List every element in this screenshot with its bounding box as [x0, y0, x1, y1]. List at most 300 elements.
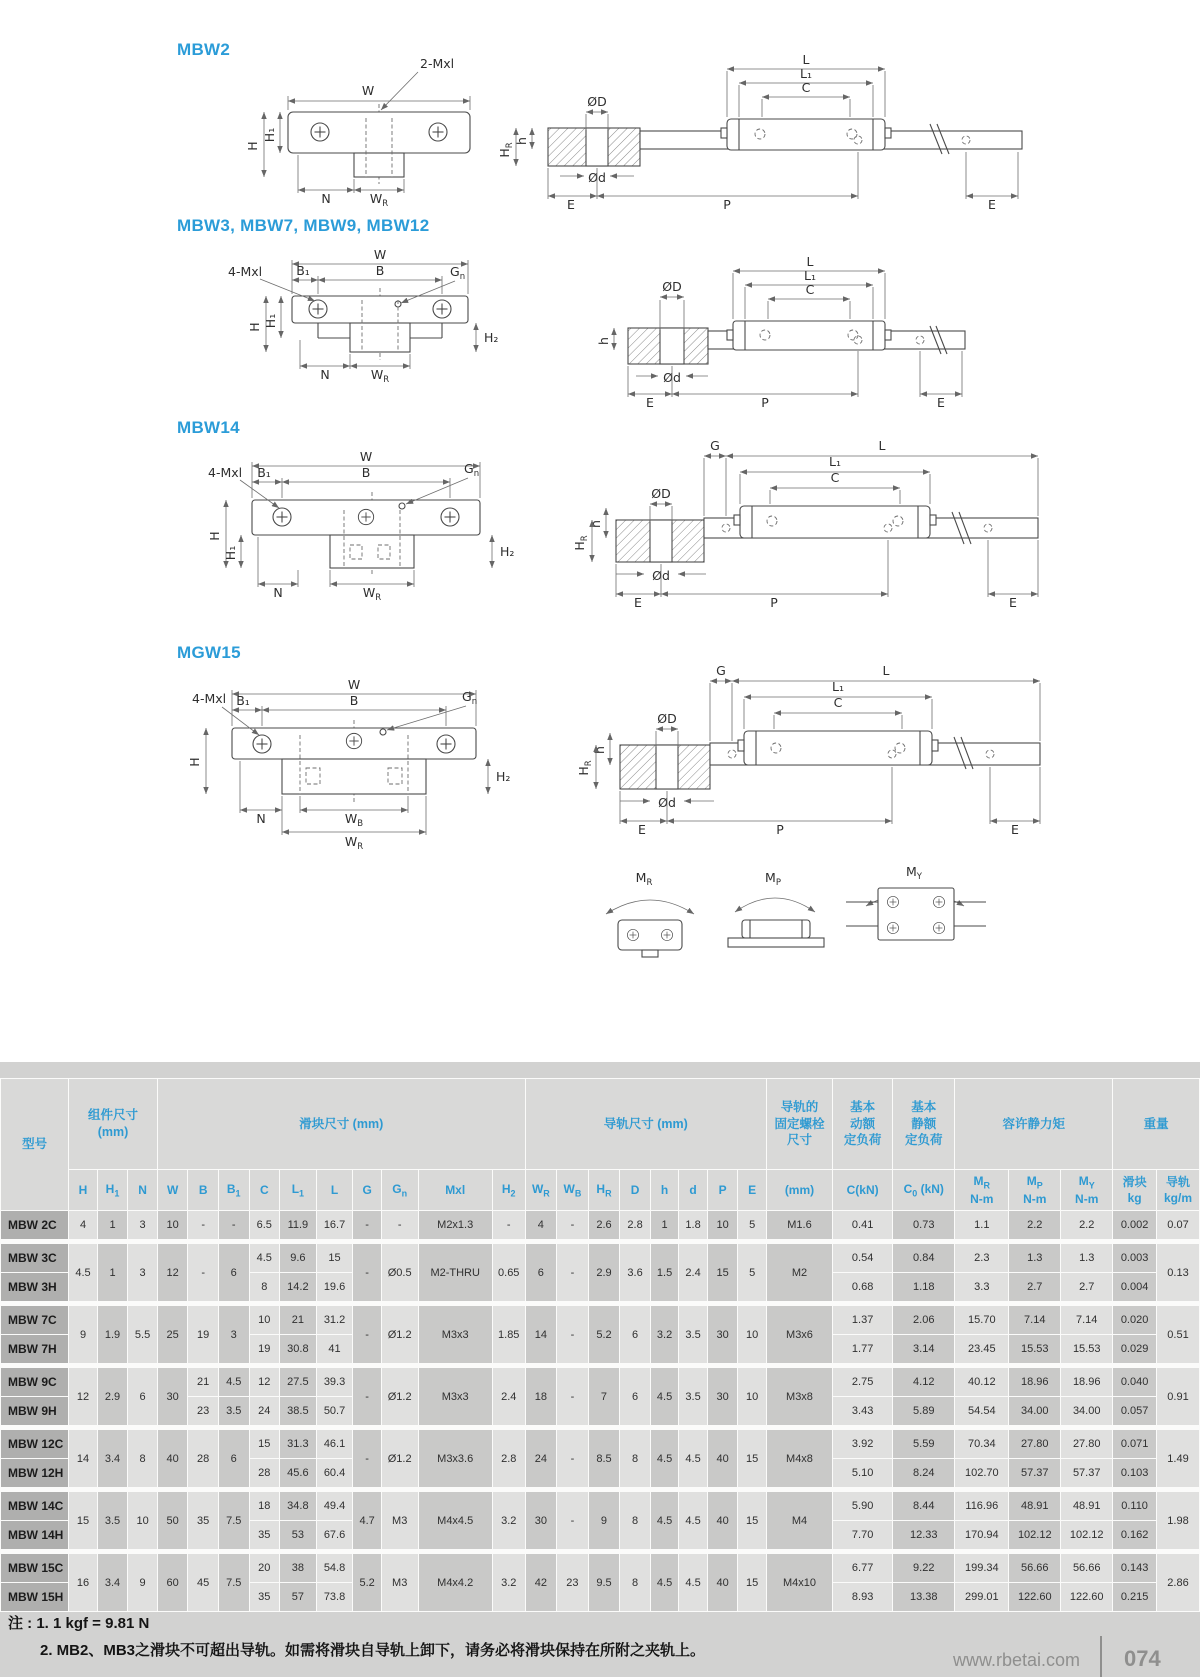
value-cell: 28 [188, 1430, 218, 1487]
value-cell: 38 [280, 1554, 316, 1582]
value-cell: 15 [69, 1492, 97, 1549]
value-cell: 1.3 [1009, 1244, 1060, 1272]
section-title-mgw15: MGW15 [177, 643, 241, 662]
dim-label-gn: $G_n$ [462, 689, 478, 707]
value-cell: 0.54 [833, 1244, 892, 1272]
dim-label-n: N [321, 191, 331, 206]
dim-label-od-small: Ød [658, 795, 676, 810]
dim-label-l1: L₁ [800, 66, 812, 81]
value-cell: 20 [250, 1554, 280, 1582]
value-cell: - [353, 1244, 381, 1301]
dim-label-g: G [716, 663, 726, 678]
value-cell: 14.2 [280, 1273, 316, 1301]
value-cell: 19 [188, 1306, 218, 1363]
value-cell: 8 [250, 1273, 280, 1301]
value-cell: 12 [250, 1368, 280, 1396]
value-cell: 0.020 [1113, 1306, 1156, 1334]
value-cell: - [353, 1430, 381, 1487]
footer-page-number: 074 [1124, 1646, 1161, 1671]
value-cell: - [557, 1244, 588, 1301]
dim-label-h: H [207, 531, 222, 541]
mbw2-side-view [497, 52, 1022, 212]
value-cell: 2.9 [589, 1244, 620, 1301]
dim-label-p: P [723, 197, 731, 212]
value-cell: 48.91 [1009, 1492, 1060, 1520]
column-header: P [708, 1170, 738, 1210]
column-group-header: 导轨尺寸 (mm) [526, 1079, 766, 1169]
dim-label-l: L [802, 52, 810, 67]
value-cell: 0.004 [1113, 1273, 1156, 1301]
value-cell: 4 [69, 1211, 97, 1239]
value-cell: 2.7 [1061, 1273, 1112, 1301]
dim-label-mxl: 4-Mxl [208, 465, 243, 480]
column-header: C [250, 1170, 280, 1210]
table-row [1, 1430, 1199, 1458]
value-cell: 2.7 [1009, 1273, 1060, 1301]
value-cell: 1.98 [1157, 1492, 1199, 1549]
value-cell: 6 [620, 1368, 650, 1425]
note-line-2: 2. MB2、MB3之滑块不可超出导轨。如需将滑块自导轨上卸下，请务必将滑块保持在所附之夹轨上。 [40, 1642, 706, 1659]
moment-diagrams [606, 864, 986, 957]
value-cell: M4x8 [767, 1430, 832, 1487]
dim-label-p: P [761, 395, 769, 410]
model-cell: MBW 14C [1, 1492, 68, 1520]
dim-label-l1: L₁ [832, 679, 844, 694]
mbw14-side-view [572, 438, 1038, 610]
dim-label-w: W [373, 247, 387, 262]
value-cell: 3.43 [833, 1397, 892, 1425]
column-header: $H_1$ [98, 1170, 128, 1210]
value-cell: 3.2 [493, 1492, 525, 1549]
value-cell: 0.41 [833, 1211, 892, 1239]
moment-label-mp: $M_P$ [765, 870, 781, 888]
value-cell: 4.5 [679, 1492, 707, 1549]
dim-label-p: P [770, 595, 778, 610]
value-cell: 15 [738, 1554, 766, 1611]
value-cell: 35 [250, 1583, 280, 1611]
dim-label-l: L [882, 663, 890, 678]
dim-label-wr: $W_R$ [344, 834, 364, 852]
value-cell: 21 [188, 1368, 218, 1396]
value-cell: 8.24 [893, 1459, 954, 1487]
mbw3-front-view [228, 247, 498, 385]
value-cell: 2.3 [955, 1244, 1008, 1272]
value-cell: 42 [526, 1554, 557, 1611]
column-header: $W_B$ [557, 1170, 588, 1210]
value-cell: 0.73 [893, 1211, 954, 1239]
value-cell: 4.12 [893, 1368, 954, 1396]
table-row [1, 1492, 1199, 1520]
value-cell: 102.12 [1061, 1521, 1112, 1549]
dim-label-hr: $H_R$ [572, 535, 590, 551]
value-cell: 1.8 [679, 1211, 707, 1239]
value-cell: 1.85 [493, 1306, 525, 1363]
dim-label-mxl: 4-Mxl [228, 264, 263, 279]
value-cell: 40 [708, 1554, 738, 1611]
value-cell: 1.1 [955, 1211, 1008, 1239]
value-cell: 56.66 [1009, 1554, 1060, 1582]
value-cell: M3 [382, 1554, 418, 1611]
value-cell: 2.06 [893, 1306, 954, 1334]
value-cell: 1 [651, 1211, 679, 1239]
dim-label-b: B [375, 263, 385, 278]
group-separator [1, 1488, 1199, 1491]
dim-label-wb: $W_B$ [344, 811, 364, 829]
model-cell: MBW 12C [1, 1430, 68, 1458]
value-cell: 70.34 [955, 1430, 1008, 1458]
value-cell: M3x3 [419, 1306, 492, 1363]
value-cell: 4.5 [651, 1368, 679, 1425]
value-cell: 3.2 [651, 1306, 679, 1363]
value-cell: 27.80 [1009, 1430, 1060, 1458]
group-separator [1, 1240, 1199, 1243]
value-cell: 5.5 [128, 1306, 157, 1363]
value-cell: 24 [526, 1430, 557, 1487]
value-cell: 10 [738, 1306, 766, 1363]
value-cell: 2.8 [493, 1430, 525, 1487]
value-cell: 7.14 [1061, 1306, 1112, 1334]
value-cell: 31.2 [317, 1306, 353, 1334]
value-cell: 35 [250, 1521, 280, 1549]
spec-table [0, 1078, 1200, 1612]
dim-label-mxl: 4-Mxl [192, 691, 227, 706]
dim-label-h: h [592, 746, 607, 754]
table-row [1, 1554, 1199, 1582]
value-cell: 21 [280, 1306, 316, 1334]
value-cell: 9.6 [280, 1244, 316, 1272]
value-cell: 3.4 [98, 1554, 128, 1611]
column-group-header: 滑块尺寸 (mm) [158, 1079, 525, 1169]
value-cell: 15.53 [1009, 1335, 1060, 1363]
value-cell: M2x1.3 [419, 1211, 492, 1239]
dim-label-hr: $H_R$ [497, 142, 515, 158]
value-cell: 16 [69, 1554, 97, 1611]
value-cell: 0.162 [1113, 1521, 1156, 1549]
dim-label-wr: $W_R$ [370, 367, 390, 385]
model-cell: MBW 3H [1, 1273, 68, 1301]
value-cell: 10 [738, 1368, 766, 1425]
value-cell: 34.00 [1061, 1397, 1112, 1425]
dim-label-l1: L₁ [804, 268, 816, 283]
dim-label-l1: L₁ [829, 454, 841, 469]
dim-label-e2: E [1011, 822, 1019, 837]
dim-label-h: h [514, 137, 529, 145]
value-cell: 60 [158, 1554, 188, 1611]
value-cell: 1.3 [1061, 1244, 1112, 1272]
value-cell: Ø1.2 [382, 1306, 418, 1363]
section-title-mbw3: MBW3, MBW7, MBW9, MBW12 [177, 216, 430, 235]
footer-divider [1100, 1636, 1102, 1677]
column-group-header: 型号 [1, 1079, 68, 1210]
value-cell: 24 [250, 1397, 280, 1425]
dim-label-c: C [833, 695, 843, 710]
value-cell: 0.003 [1113, 1244, 1156, 1272]
value-cell: 2.4 [493, 1368, 525, 1425]
column-header: G [353, 1170, 381, 1210]
dim-label-od-small: Ød [652, 568, 670, 583]
value-cell: M4x4.5 [419, 1492, 492, 1549]
value-cell: - [188, 1244, 218, 1301]
value-cell: M3 [382, 1492, 418, 1549]
value-cell: 1.9 [98, 1306, 128, 1363]
dim-label-h1: H₁ [223, 545, 238, 561]
value-cell: 6.5 [250, 1211, 280, 1239]
column-header: E [738, 1170, 766, 1210]
value-cell: 8 [128, 1430, 157, 1487]
value-cell: 18 [526, 1368, 557, 1425]
value-cell: 0.215 [1113, 1583, 1156, 1611]
dim-label-n: N [320, 367, 330, 382]
dim-label-n: N [273, 585, 283, 600]
value-cell: 5 [738, 1244, 766, 1301]
dim-label-h: H [247, 322, 262, 332]
value-cell: 9.5 [589, 1554, 620, 1611]
dim-label-e2: E [1009, 595, 1017, 610]
dim-label-mxl: 2-Mxl [420, 56, 455, 71]
value-cell: 12 [69, 1368, 97, 1425]
value-cell: 9 [69, 1306, 97, 1363]
value-cell: 46.1 [317, 1430, 353, 1458]
value-cell: 3.3 [955, 1273, 1008, 1301]
value-cell: 18.96 [1009, 1368, 1060, 1396]
value-cell: 60.4 [317, 1459, 353, 1487]
value-cell: 40 [708, 1492, 738, 1549]
value-cell: 49.4 [317, 1492, 353, 1520]
value-cell: 30 [708, 1306, 738, 1363]
value-cell: 3.5 [98, 1492, 128, 1549]
value-cell: 18 [250, 1492, 280, 1520]
dim-label-gn: $G_n$ [464, 461, 480, 479]
column-header: $M_R$ N-m [955, 1170, 1008, 1210]
value-cell: 12 [158, 1244, 188, 1301]
value-cell: 5.59 [893, 1430, 954, 1458]
column-header: N [128, 1170, 157, 1210]
moment-label-my: $M_Y$ [906, 864, 922, 882]
spec-table-zone [0, 1062, 1200, 1677]
value-cell: 56.66 [1061, 1554, 1112, 1582]
column-group-header: 重量 [1113, 1079, 1199, 1169]
value-cell: - [557, 1430, 588, 1487]
value-cell: M3x3.6 [419, 1430, 492, 1487]
value-cell: 4.5 [651, 1430, 679, 1487]
model-cell: MBW 9C [1, 1368, 68, 1396]
value-cell: 6 [526, 1244, 557, 1301]
mbw14-front-view [207, 449, 514, 603]
value-cell: 27.80 [1061, 1430, 1112, 1458]
value-cell: 4.5 [219, 1368, 249, 1396]
value-cell: 3.5 [679, 1368, 707, 1425]
column-header: $M_P$ N-m [1009, 1170, 1060, 1210]
column-header: D [620, 1170, 650, 1210]
value-cell: 3 [128, 1211, 157, 1239]
value-cell: 8 [620, 1554, 650, 1611]
value-cell: 2.2 [1061, 1211, 1112, 1239]
value-cell: 102.12 [1009, 1521, 1060, 1549]
value-cell: 54.8 [317, 1554, 353, 1582]
value-cell: 1.77 [833, 1335, 892, 1363]
value-cell: 10 [250, 1306, 280, 1334]
column-group-header: 基本 静额 定负荷 [893, 1079, 954, 1169]
value-cell: 3.6 [620, 1244, 650, 1301]
value-cell: 10 [708, 1211, 738, 1239]
value-cell: 73.8 [317, 1583, 353, 1611]
value-cell: 116.96 [955, 1492, 1008, 1520]
column-group-header: 组件尺寸 (mm) [69, 1079, 157, 1169]
value-cell: 3 [128, 1244, 157, 1301]
value-cell: 38.5 [280, 1397, 316, 1425]
value-cell: 3.2 [493, 1554, 525, 1611]
dim-label-gn: $G_n$ [450, 264, 466, 282]
value-cell: 54.54 [955, 1397, 1008, 1425]
value-cell: 23 [557, 1554, 588, 1611]
value-cell: - [557, 1306, 588, 1363]
value-cell: - [557, 1492, 588, 1549]
value-cell: 4.5 [651, 1492, 679, 1549]
value-cell: 0.65 [493, 1244, 525, 1301]
value-cell: 8 [620, 1430, 650, 1487]
value-cell: 0.110 [1113, 1492, 1156, 1520]
dim-label-c: C [801, 80, 811, 95]
value-cell: M3x8 [767, 1368, 832, 1425]
value-cell: 0.51 [1157, 1306, 1199, 1363]
column-header: $B_1$ [219, 1170, 249, 1210]
value-cell: 4.5 [679, 1554, 707, 1611]
model-cell: MBW 9H [1, 1397, 68, 1425]
column-header: 滑块 kg [1113, 1170, 1156, 1210]
value-cell: M2 [767, 1244, 832, 1301]
value-cell: 0.057 [1113, 1397, 1156, 1425]
dim-label-od: ØD [662, 279, 682, 294]
column-header: H [69, 1170, 97, 1210]
value-cell: 4.5 [69, 1244, 97, 1301]
dim-label-e: E [634, 595, 642, 610]
value-cell: 3.4 [98, 1430, 128, 1487]
value-cell: 28 [250, 1459, 280, 1487]
dim-label-n: N [256, 811, 266, 826]
column-header: 导轨 kg/m [1157, 1170, 1199, 1210]
value-cell: 15 [738, 1430, 766, 1487]
value-cell: 0.029 [1113, 1335, 1156, 1363]
model-cell: MBW 2C [1, 1211, 68, 1239]
value-cell: 48.91 [1061, 1492, 1112, 1520]
value-cell: 40 [158, 1430, 188, 1487]
section-title-mbw14: MBW14 [177, 418, 240, 437]
value-cell: - [188, 1211, 218, 1239]
dim-label-od: ØD [587, 94, 607, 109]
value-cell: 5.2 [353, 1554, 381, 1611]
value-cell: 7 [589, 1368, 620, 1425]
value-cell: 5.2 [589, 1306, 620, 1363]
dim-label-h2: H₂ [484, 330, 499, 345]
dim-label-b: B [349, 693, 359, 708]
value-cell: 13.38 [893, 1583, 954, 1611]
value-cell: 23.45 [955, 1335, 1008, 1363]
value-cell: M3x6 [767, 1306, 832, 1363]
dim-label-b1: B₁ [257, 465, 271, 480]
dim-label-e: E [638, 822, 646, 837]
value-cell: 10 [158, 1211, 188, 1239]
dim-label-c: C [830, 470, 840, 485]
value-cell: - [353, 1211, 381, 1239]
value-cell: 3.5 [679, 1306, 707, 1363]
table-row [1, 1211, 1199, 1239]
value-cell: 5.89 [893, 1397, 954, 1425]
column-header: $L_1$ [280, 1170, 316, 1210]
value-cell: 9 [128, 1554, 157, 1611]
value-cell: 8 [620, 1492, 650, 1549]
value-cell: 0.040 [1113, 1368, 1156, 1396]
group-separator [1, 1550, 1199, 1553]
mbw3-side-view [596, 254, 965, 410]
value-cell: 7.14 [1009, 1306, 1060, 1334]
column-header: C(kN) [833, 1170, 892, 1210]
column-header: $W_R$ [526, 1170, 557, 1210]
value-cell: 40.12 [955, 1368, 1008, 1396]
value-cell: 12.33 [893, 1521, 954, 1549]
value-cell: - [382, 1211, 418, 1239]
column-header: $C_0$ (kN) [893, 1170, 954, 1210]
value-cell: 6 [128, 1368, 157, 1425]
value-cell: 170.94 [955, 1521, 1008, 1549]
value-cell: 7.5 [219, 1554, 249, 1611]
dim-label-w: W [359, 449, 373, 464]
value-cell: 2.4 [679, 1244, 707, 1301]
dim-label-od-small: Ød [588, 170, 606, 185]
dim-label-od: ØD [651, 486, 671, 501]
model-cell: MBW 15H [1, 1583, 68, 1611]
value-cell: 53 [280, 1521, 316, 1549]
value-cell: 10 [128, 1492, 157, 1549]
value-cell: 19 [250, 1335, 280, 1363]
value-cell: 0.13 [1157, 1244, 1199, 1301]
value-cell: 15 [250, 1430, 280, 1458]
value-cell: 39.3 [317, 1368, 353, 1396]
value-cell: 299.01 [955, 1583, 1008, 1611]
value-cell: 2.9 [98, 1368, 128, 1425]
mgw15-side-view [576, 663, 1040, 837]
dim-label-b1: B₁ [296, 263, 310, 278]
model-cell: MBW 12H [1, 1459, 68, 1487]
table-row [1, 1368, 1199, 1396]
value-cell: 16.7 [317, 1211, 353, 1239]
value-cell: 57.37 [1061, 1459, 1112, 1487]
value-cell: M1.6 [767, 1211, 832, 1239]
value-cell: 4 [526, 1211, 557, 1239]
value-cell: 25 [158, 1306, 188, 1363]
value-cell: 4.5 [250, 1244, 280, 1272]
value-cell: 2.6 [589, 1211, 620, 1239]
column-header: $H_R$ [589, 1170, 620, 1210]
value-cell: 3.14 [893, 1335, 954, 1363]
value-cell: 30.8 [280, 1335, 316, 1363]
value-cell: 27.5 [280, 1368, 316, 1396]
value-cell: Ø1.2 [382, 1430, 418, 1487]
dim-label-l: L [806, 254, 814, 269]
value-cell: 8.44 [893, 1492, 954, 1520]
dim-label-w: W [361, 83, 375, 98]
model-cell: MBW 7C [1, 1306, 68, 1334]
section-title-mbw2: MBW2 [177, 40, 231, 59]
model-cell: MBW 15C [1, 1554, 68, 1582]
column-group-header: 导轨的 固定螺栓 尺寸 [767, 1079, 832, 1169]
value-cell: 102.70 [955, 1459, 1008, 1487]
value-cell: 31.3 [280, 1430, 316, 1458]
value-cell: 30 [158, 1368, 188, 1425]
model-cell: MBW 7H [1, 1335, 68, 1363]
table-row [1, 1306, 1199, 1334]
column-header: $M_Y$ N-m [1061, 1170, 1112, 1210]
value-cell: - [353, 1306, 381, 1363]
